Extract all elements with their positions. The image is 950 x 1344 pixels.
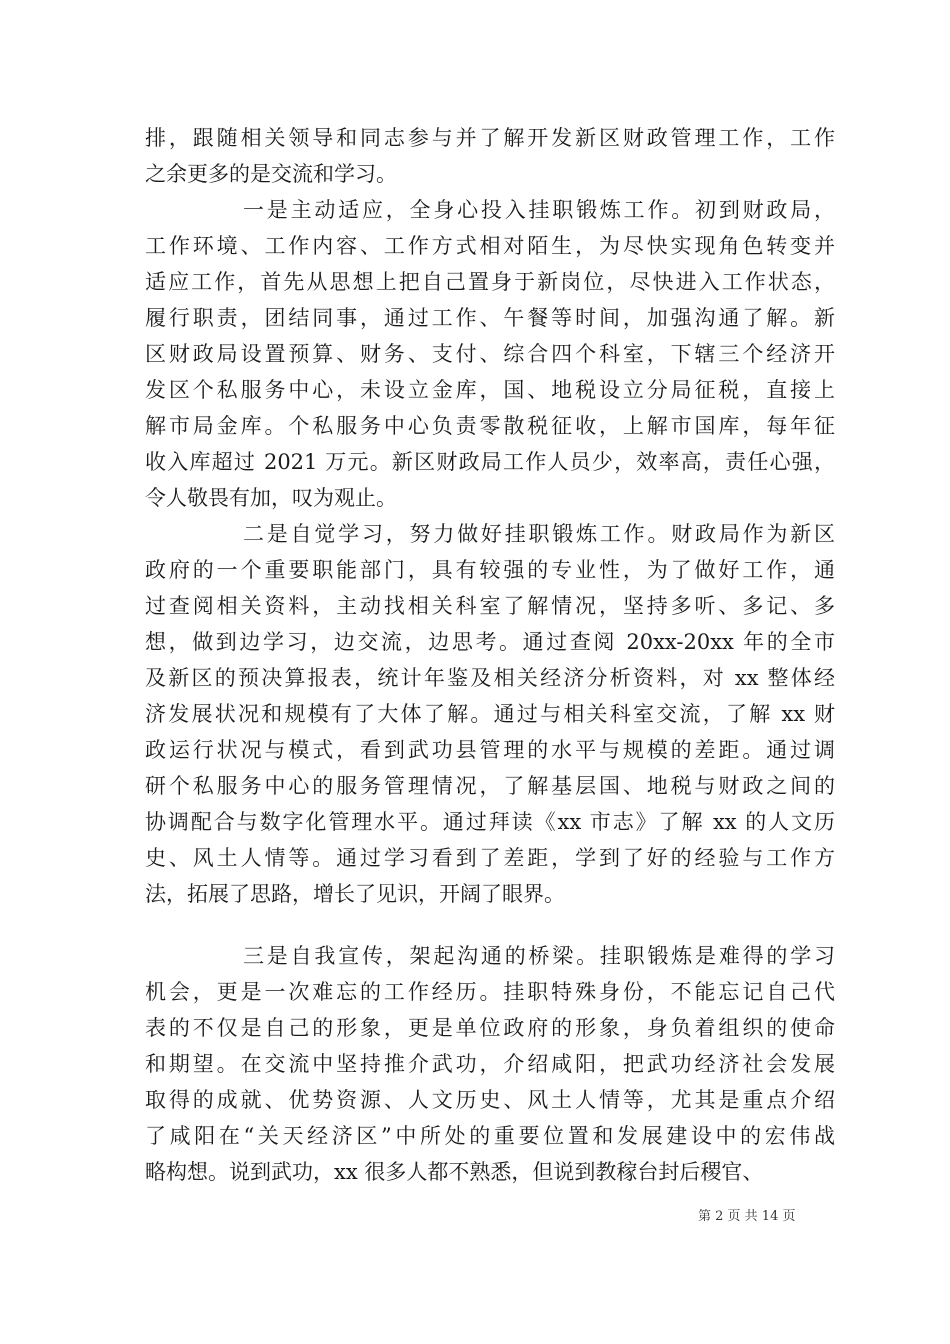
paragraph-line: 解市局金库。个私服务中心负责零散税征收，上解市国库，每年征 xyxy=(145,414,835,438)
paragraph-line: 及新区的预决算报表，统计年鉴及相关经济分析资料，对 xx 整体经 xyxy=(145,666,835,690)
paragraph-line: 收入库超过 2021 万元。新区财政局工作人员少，效率高，责任心强， xyxy=(145,450,835,474)
paragraph-line: 区财政局设置预算、财务、支付、综合四个科室，下辖三个经济开 xyxy=(145,342,835,366)
paragraph-line: 过查阅相关资料，主动找相关科室了解情况，坚持多听、多记、多 xyxy=(145,594,835,618)
paragraph-line: 表的不仅是自己的形象，更是单位政府的形象，身负着组织的使命 xyxy=(145,1016,835,1040)
paragraph-line: 适应工作，首先从思想上把自己置身于新岗位，尽快进入工作状态， xyxy=(145,270,835,294)
paragraph-line: 了咸阳在“关天经济区”中所处的重要位置和发展建设中的宏伟战 xyxy=(145,1124,835,1148)
paragraph-line: 三是自我宣传，架起沟通的桥梁。挂职锻炼是难得的学习 xyxy=(243,944,835,968)
paragraph-line: 之余更多的是交流和学习。 xyxy=(145,162,397,186)
paragraph-line: 取得的成就、优势资源、人文历史、风土人情等，尤其是重点介绍 xyxy=(145,1088,835,1112)
paragraph-line: 研个私服务中心的服务管理情况，了解基层国、地税与财政之间的 xyxy=(145,774,835,798)
paragraph-line: 法，拓展了思路，增长了见识，开阔了眼界。 xyxy=(145,882,565,906)
paragraph-line: 工作环境、工作内容、工作方式相对陌生，为尽快实现角色转变并 xyxy=(145,234,835,258)
paragraph-line: 一是主动适应，全身心投入挂职锻炼工作。初到财政局， xyxy=(243,198,835,222)
paragraph-line: 二是自觉学习，努力做好挂职锻炼工作。财政局作为新区 xyxy=(243,522,835,546)
paragraph-line: 令人敬畏有加，叹为观止。 xyxy=(145,486,397,510)
paragraph-line: 履行职责，团结同事，通过工作、午餐等时间，加强沟通了解。新 xyxy=(145,306,835,330)
paragraph-line: 想，做到边学习，边交流，边思考。通过查阅 20xx-20xx 年的全市 xyxy=(145,630,835,654)
paragraph-line: 排，跟随相关领导和同志参与并了解开发新区财政管理工作，工作 xyxy=(145,126,835,150)
paragraph-line: 略构想。说到武功，xx 很多人都不熟悉，但说到教稼台封后稷官、 xyxy=(145,1160,764,1184)
paragraph-line: 发区个私服务中心，未设立金库，国、地税设立分局征税，直接上 xyxy=(145,378,835,402)
paragraph-line: 和期望。在交流中坚持推介武功，介绍咸阳，把武功经济社会发展 xyxy=(145,1052,835,1076)
page-number-footer: 第 2 页 共 14 页 xyxy=(698,1209,796,1224)
paragraph-line: 济发展状况和规模有了大体了解。通过与相关科室交流，了解 xx 财 xyxy=(145,702,835,726)
paragraph-line: 政运行状况与模式，看到武功县管理的水平与规模的差距。通过调 xyxy=(145,738,835,762)
paragraph-line: 协调配合与数字化管理水平。通过拜读《xx 市志》了解 xx 的人文历 xyxy=(145,810,835,834)
paragraph-line: 机会，更是一次难忘的工作经历。挂职特殊身份，不能忘记自己代 xyxy=(145,980,835,1004)
paragraph-line: 史、风土人情等。通过学习看到了差距，学到了好的经验与工作方 xyxy=(145,846,835,870)
paragraph-line: 政府的一个重要职能部门，具有较强的专业性，为了做好工作，通 xyxy=(145,558,835,582)
